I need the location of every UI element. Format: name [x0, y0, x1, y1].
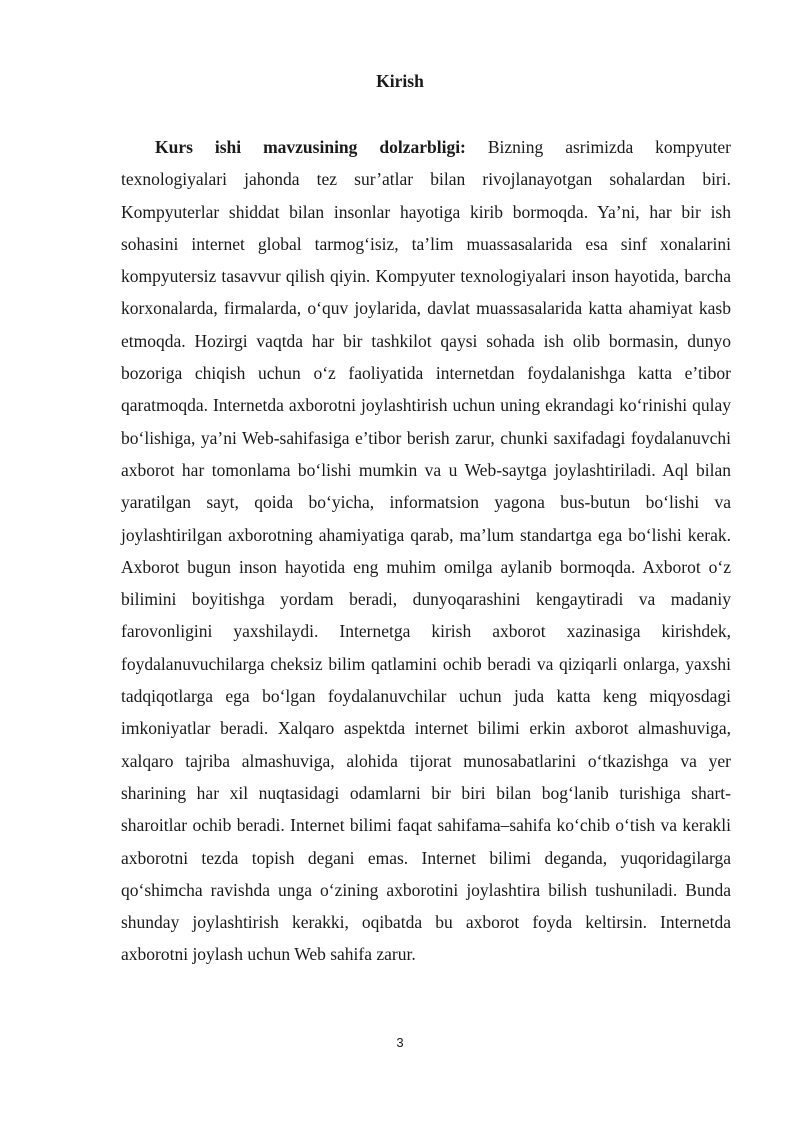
page-number: 3 — [396, 1035, 404, 1050]
paragraph-lead-label: Kurs ishi mavzusining dolzarbligi: — [155, 137, 466, 157]
page-title: Kirish — [376, 71, 424, 91]
paragraph-text: Bizning asrimizda kompyuter texnologiyalari jahonda tez sur’atlar bilan rivojlanayotgan sohalardan biri. Kompyuterlar shiddat bilan insonlar hayotiga kirib bormoqda. Ya’ni, har bir ish sohasini internet global tarmog‘isiz, ta’lim muassasalarida esa sinf xonalarini kompyutersiz tasavvur qilish qiyin. Kompyuter texnologiyalari inson hayotida, barcha korxonalarda, firmalarda, o‘quv joylarida, davlat muassasalarida katta ahamiyat kasb etmoqda. Hozirgi vaqtda har bir tashkilot qaysi sohada ish olib bormasin, dunyo bozoriga chiqish uchun o‘z faoliyatida internetdan foydalanishga katta e’tibor qaratmoqda. Internetda axborotni joylashtirish uchun uning ekrandagi ko‘rinishi qulay bo‘lishiga, ya’ni Web-sahifasiga e’tibor berish zarur, chunki saxifadagi foydalanuvchi axborot har tomonlama bo‘lishi mumkin va u Web-saytga joylashtiriladi. Aql bilan yaratilgan sayt, qoida bo‘yicha, informatsion yagona bus-butun bo‘lishi va joylashtirilgan axborotning ahamiyatiga qarab, ma’lum standartga ega bo‘lishi kerak. Axborot bugun inson hayotida eng muhim omilga aylanib bormoqda. Axborot o‘z bilimini boyitishga yordam beradi, dunyoqarashini kengaytiradi va madaniy farovonligini yaxshilaydi. Internetga kirish axborot xazinasiga kirishdek, foydalanuvuchilarga cheksiz bilim qatlamini ochib beradi va qiziqarli onlarga, yaxshi tadqiqotlarga ega bo‘lgan foydalanuvchilar uchun juda katta keng miqyosdagi imkoniyatlar beradi. Xalqaro aspektda internet bilimi erkin axborot almashuviga, xalqaro tajriba almashuviga, alohida tijorat munosabatlarini o‘tkazishga va yer sharining har xil nuqtasidagi odamlarni bir biri bilan bog‘lanib turishiga shart-sharoitlar ochib beradi. Internet bilimi faqat sahifama–sahifa ko‘chib o‘tish va kerakli axborotni tezda topish degani emas. Internet bilimi deganda, yuqoridagilarga qo‘shimcha ravishda unga o‘zining axborotini joylashtira bilish tushuniladi. Bunda shunday joylashtirish kerakki, oqibatda bu axborot foyda keltirsin. Internetda axborotni joylash uchun Web sahifa zarur. — [121, 137, 731, 965]
body-paragraph — [121, 131, 731, 971]
